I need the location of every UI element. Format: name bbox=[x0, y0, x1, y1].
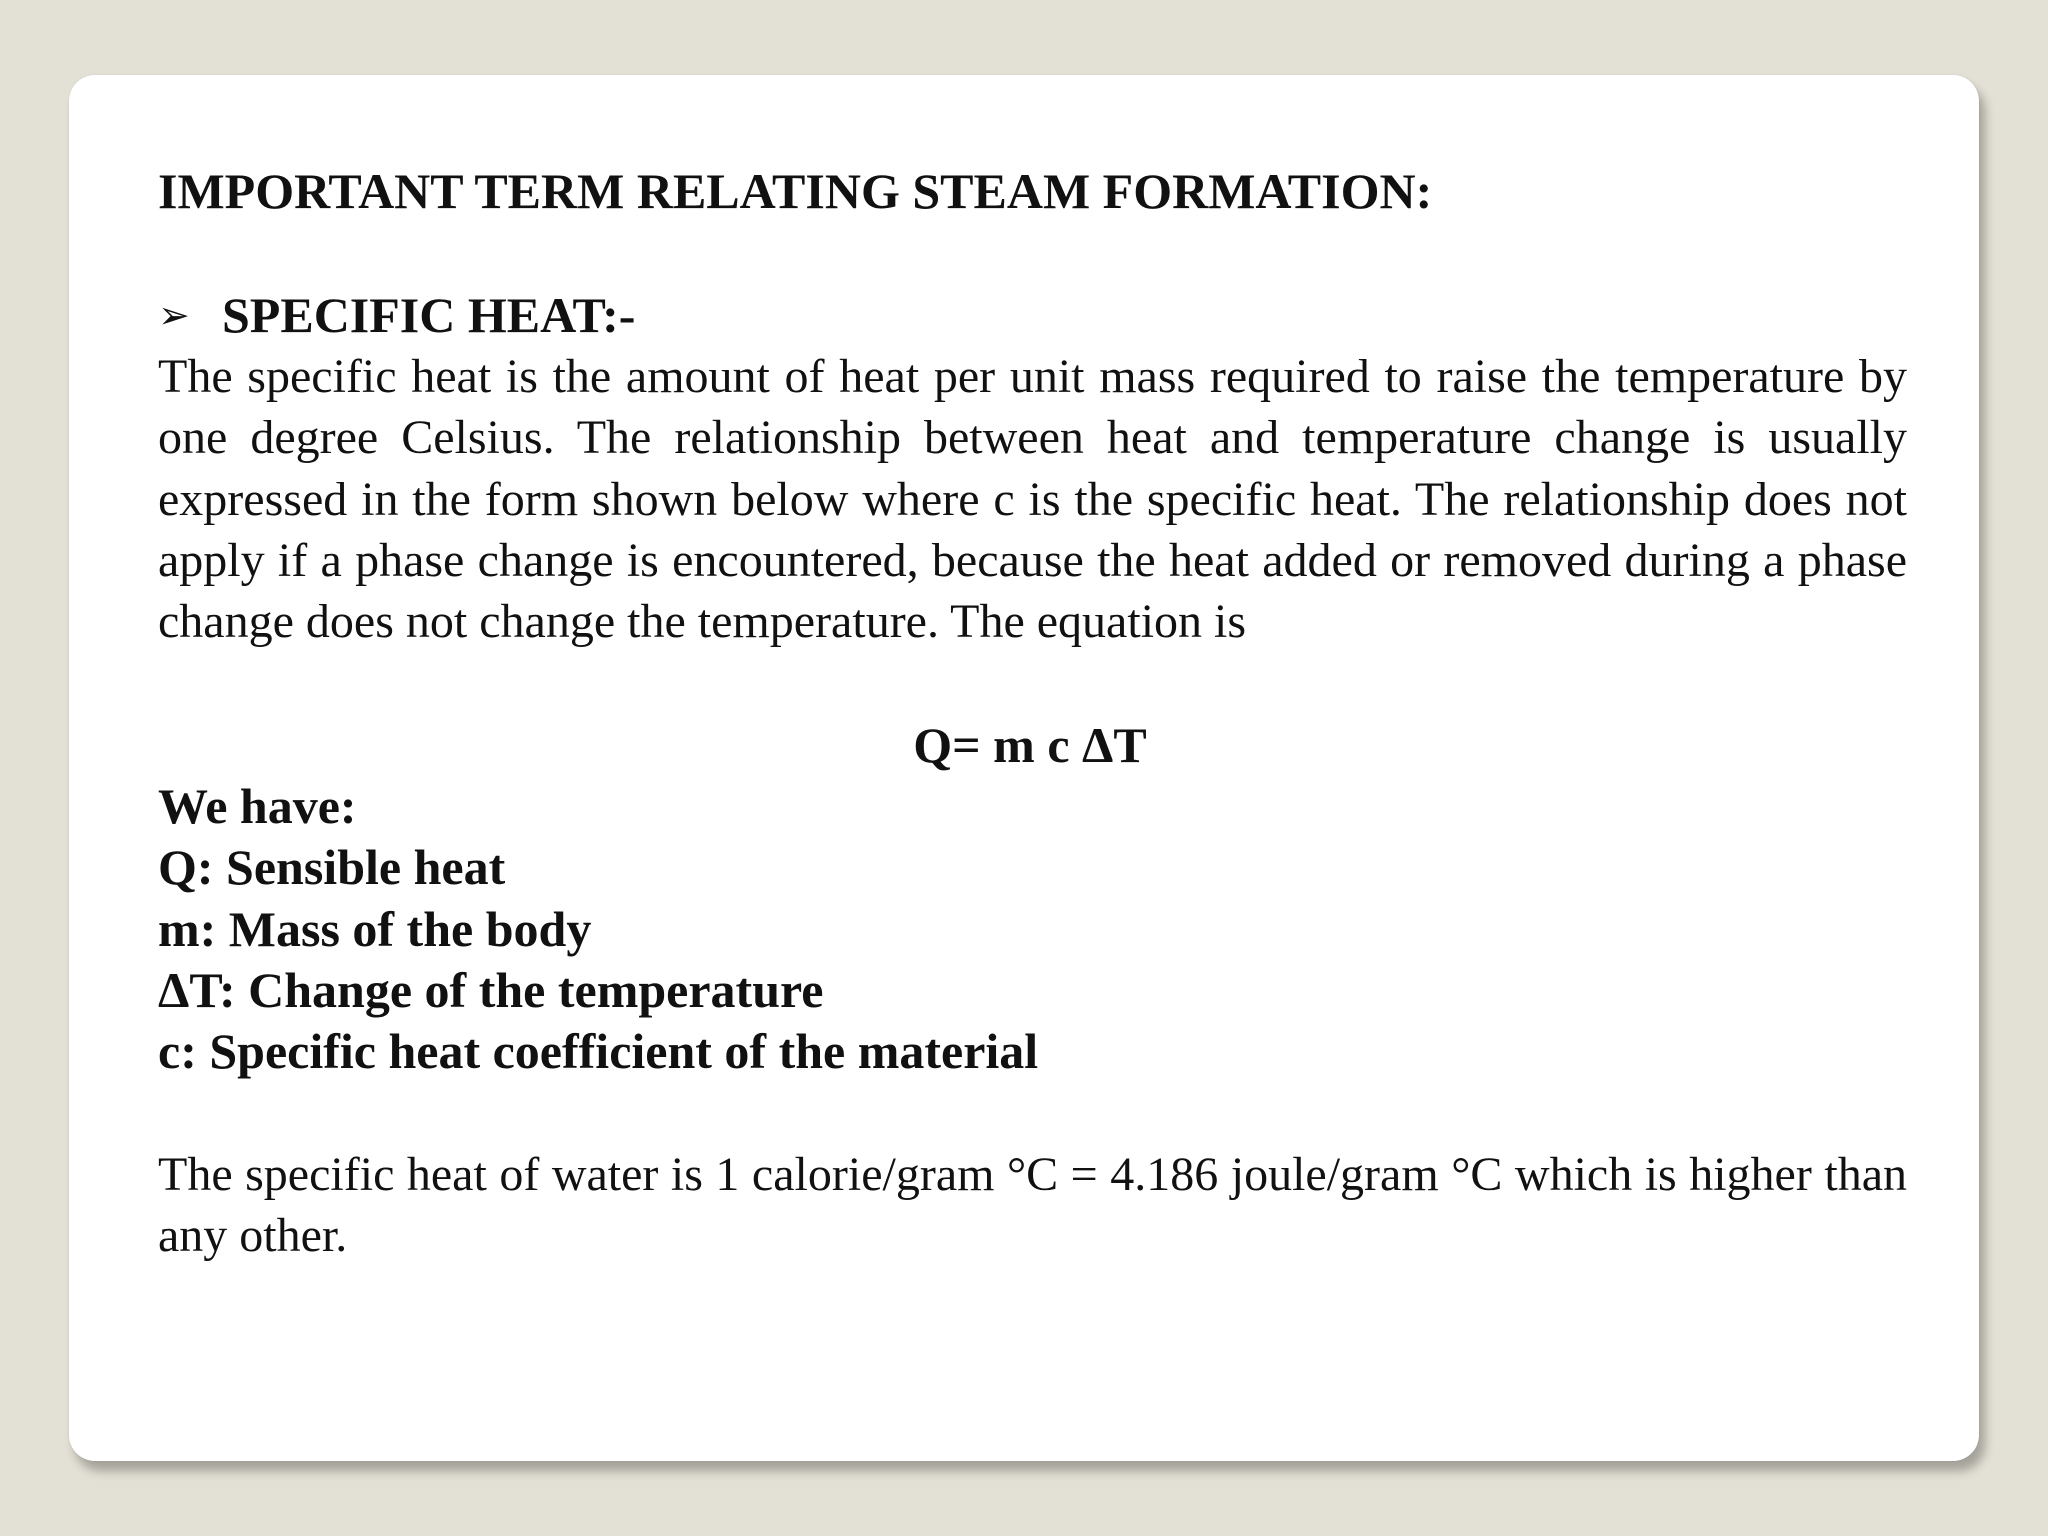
variable-definitions bbox=[158, 776, 1907, 1082]
water-specific-heat-note: The specific heat of water is 1 calorie/gram °C = 4.186 joule/gram °C which is higher than any other. bbox=[158, 1148, 1907, 1263]
section-heading bbox=[158, 284, 1907, 346]
definition-item: c: Specific heat coefficient of the material bbox=[158, 1023, 1039, 1080]
definition-item: Q: Sensible heat bbox=[158, 839, 506, 896]
section-heading-text: SPECIFIC HEAT:- bbox=[222, 287, 636, 343]
arrow-bullet-icon: ➢ bbox=[158, 293, 190, 337]
equation: Q= m c ΔT bbox=[913, 717, 1147, 773]
definition-item: ΔT: Change of the temperature bbox=[158, 961, 824, 1018]
definition-item: m: Mass of the body bbox=[158, 900, 592, 957]
definition-paragraph: The specific heat is the amount of heat per unit mass required to raise the temperature by one degree Celsius. The relationship between heat and temperature change is usually expressed in the form shown below where c is the specific heat. The relationship does not apply if a phase change is encountered, because the heat added or removed during a phase change does not change the temperature. The equation is bbox=[158, 350, 1907, 649]
slide-title: IMPORTANT TERM RELATING STEAM FORMATION: bbox=[158, 163, 1433, 219]
definitions-intro: We have: bbox=[158, 778, 357, 834]
